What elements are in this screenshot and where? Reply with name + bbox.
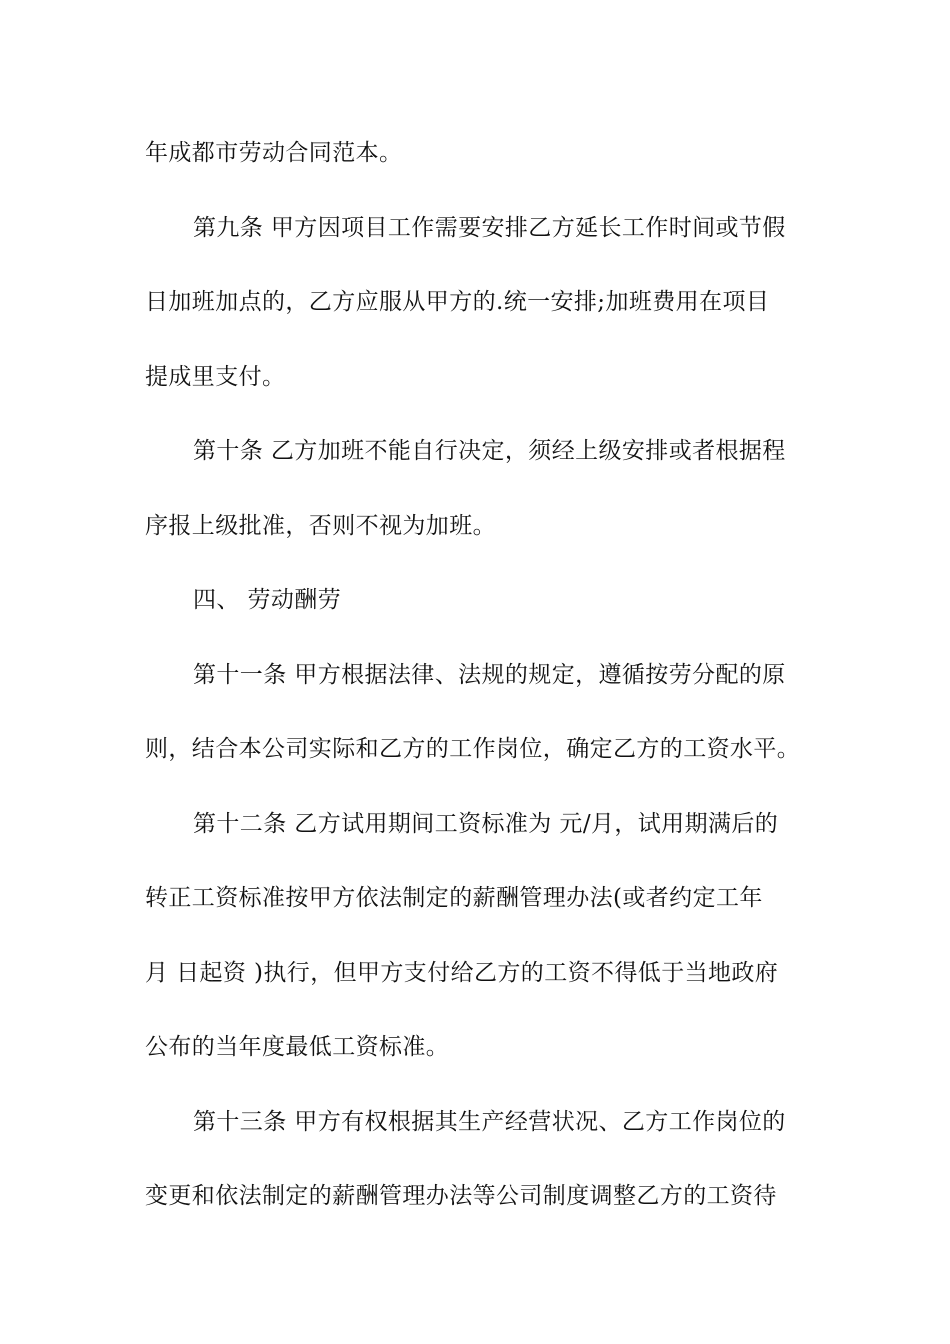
article-13-start: 第十三条 甲方有权根据其生产经营状况、乙方工作岗位的	[193, 1108, 786, 1135]
text-line: 则，结合本公司实际和乙方的工作岗位，确定乙方的工资水平。	[145, 736, 801, 762]
text-line: 日加班加点的，乙方应服从甲方的.统一安排;加班费用在项目	[145, 289, 770, 315]
text-line: 年成都市劳动合同范本。	[145, 140, 403, 166]
text-line: 转正工资标准按甲方依法制定的薪酬管理办法(或者约定工年	[145, 885, 763, 911]
article-10-start: 第十条 乙方加班不能自行决定，须经上级安排或者根据程	[193, 438, 786, 464]
text-line: 月 日起资 )执行，但甲方支付给乙方的工资不得低于当地政府	[145, 959, 779, 986]
article-12-start: 第十二条 乙方试用期间工资标准为 元/月，试用期满后的	[193, 810, 779, 837]
contract-text-body	[145, 130, 810, 1248]
article-11-start: 第十一条 甲方根据法律、法规的规定，遵循按劳分配的原	[193, 661, 786, 688]
article-9-start: 第九条 甲方因项目工作需要安排乙方延长工作时间或节假	[193, 214, 786, 241]
text-line: 公布的当年度最低工资标准。	[145, 1034, 450, 1060]
text-line: 提成里支付。	[145, 363, 286, 390]
text-line: 序报上级批准，否则不视为加班。	[145, 512, 496, 539]
section-heading-remuneration: 四、 劳动酬劳	[193, 587, 342, 613]
text-line: 变更和依法制定的薪酬管理办法等公司制度调整乙方的工资待	[145, 1183, 777, 1209]
